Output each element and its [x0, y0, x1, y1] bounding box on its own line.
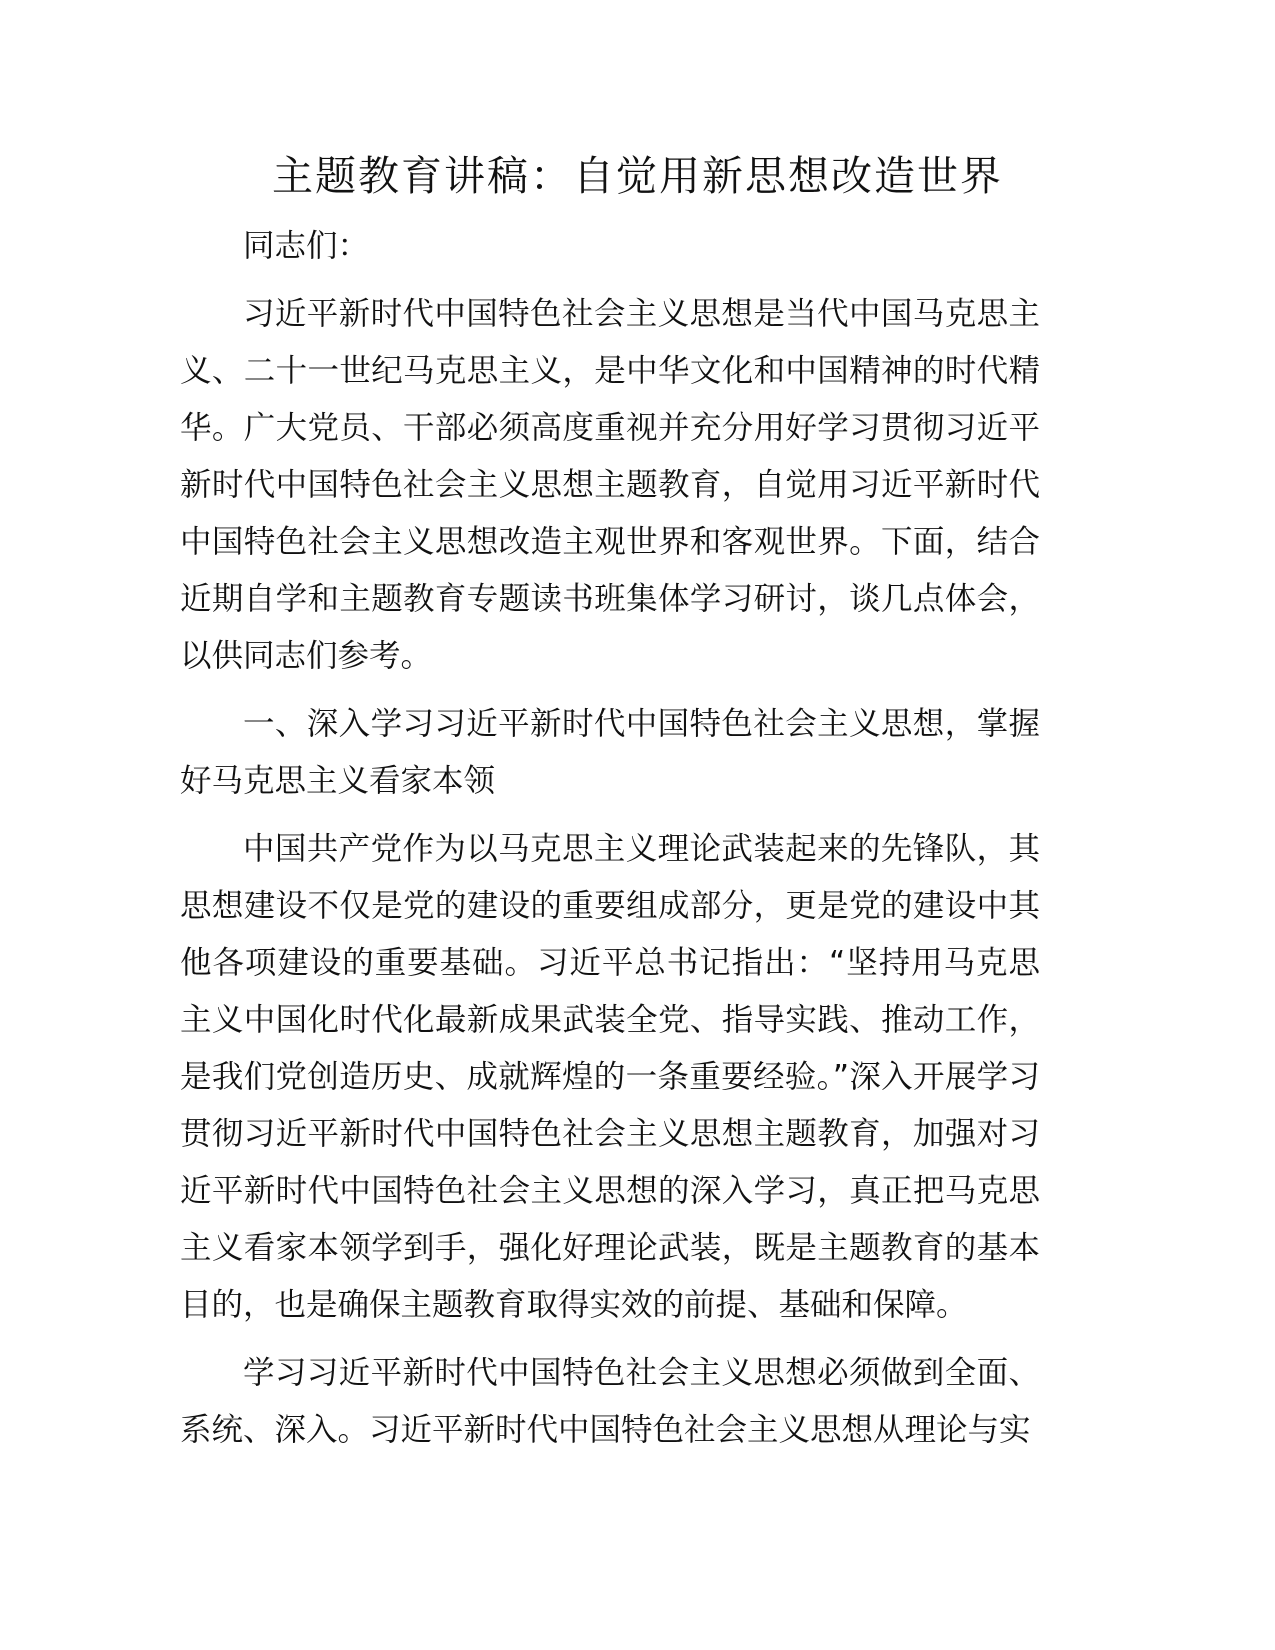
body-paragraph-1: 中国共产党作为以马克思主义理论武装起来的先锋队，其思想建设不仅是党的建设的重要组成部分，更是党的建设中其他各项建设的重要基础。习近平总书记指出：“坚持用马克思主义中国化时代化最新成果武装全党、指导实践、推动工作，是我们党创造历史、成就辉煌的一条重要经验。”深入开展学习贯彻习近平新时代中国特色社会主义思想主题教育，加强对习近平新时代中国特色社会主义思想的深入学习，真正把马克思主义看家本领学到手，强化好理论武装，既是主题教育的基本目的，也是确保主题教育取得实效的前提、基础和保障。	[180, 831, 1040, 1323]
document-body	[180, 218, 1040, 1459]
greeting-line: 同志们：	[243, 228, 370, 264]
body-paragraph-2: 学习习近平新时代中国特色社会主义思想必须做到全面、系统、深入。习近平新时代中国特色社会主义思想从理论与实	[180, 1355, 1040, 1448]
intro-paragraph: 习近平新时代中国特色社会主义思想是当代中国马克思主义、二十一世纪马克思主义，是中华文化和中国精神的时代精华。广大党员、干部必须高度重视并充分用好学习贯彻习近平新时代中国特色社会主义思想主题教育，自觉用习近平新时代中国特色社会主义思想改造主观世界和客观世界。下面，结合近期自学和主题教育专题读书班集体学习研讨，谈几点体会，以供同志们参考。	[180, 296, 1040, 674]
document-title: 主题教育讲稿：自觉用新思想改造世界	[272, 152, 1003, 200]
section-heading-1: 一、深入学习习近平新时代中国特色社会主义思想，掌握好马克思主义看家本领	[180, 706, 1040, 799]
